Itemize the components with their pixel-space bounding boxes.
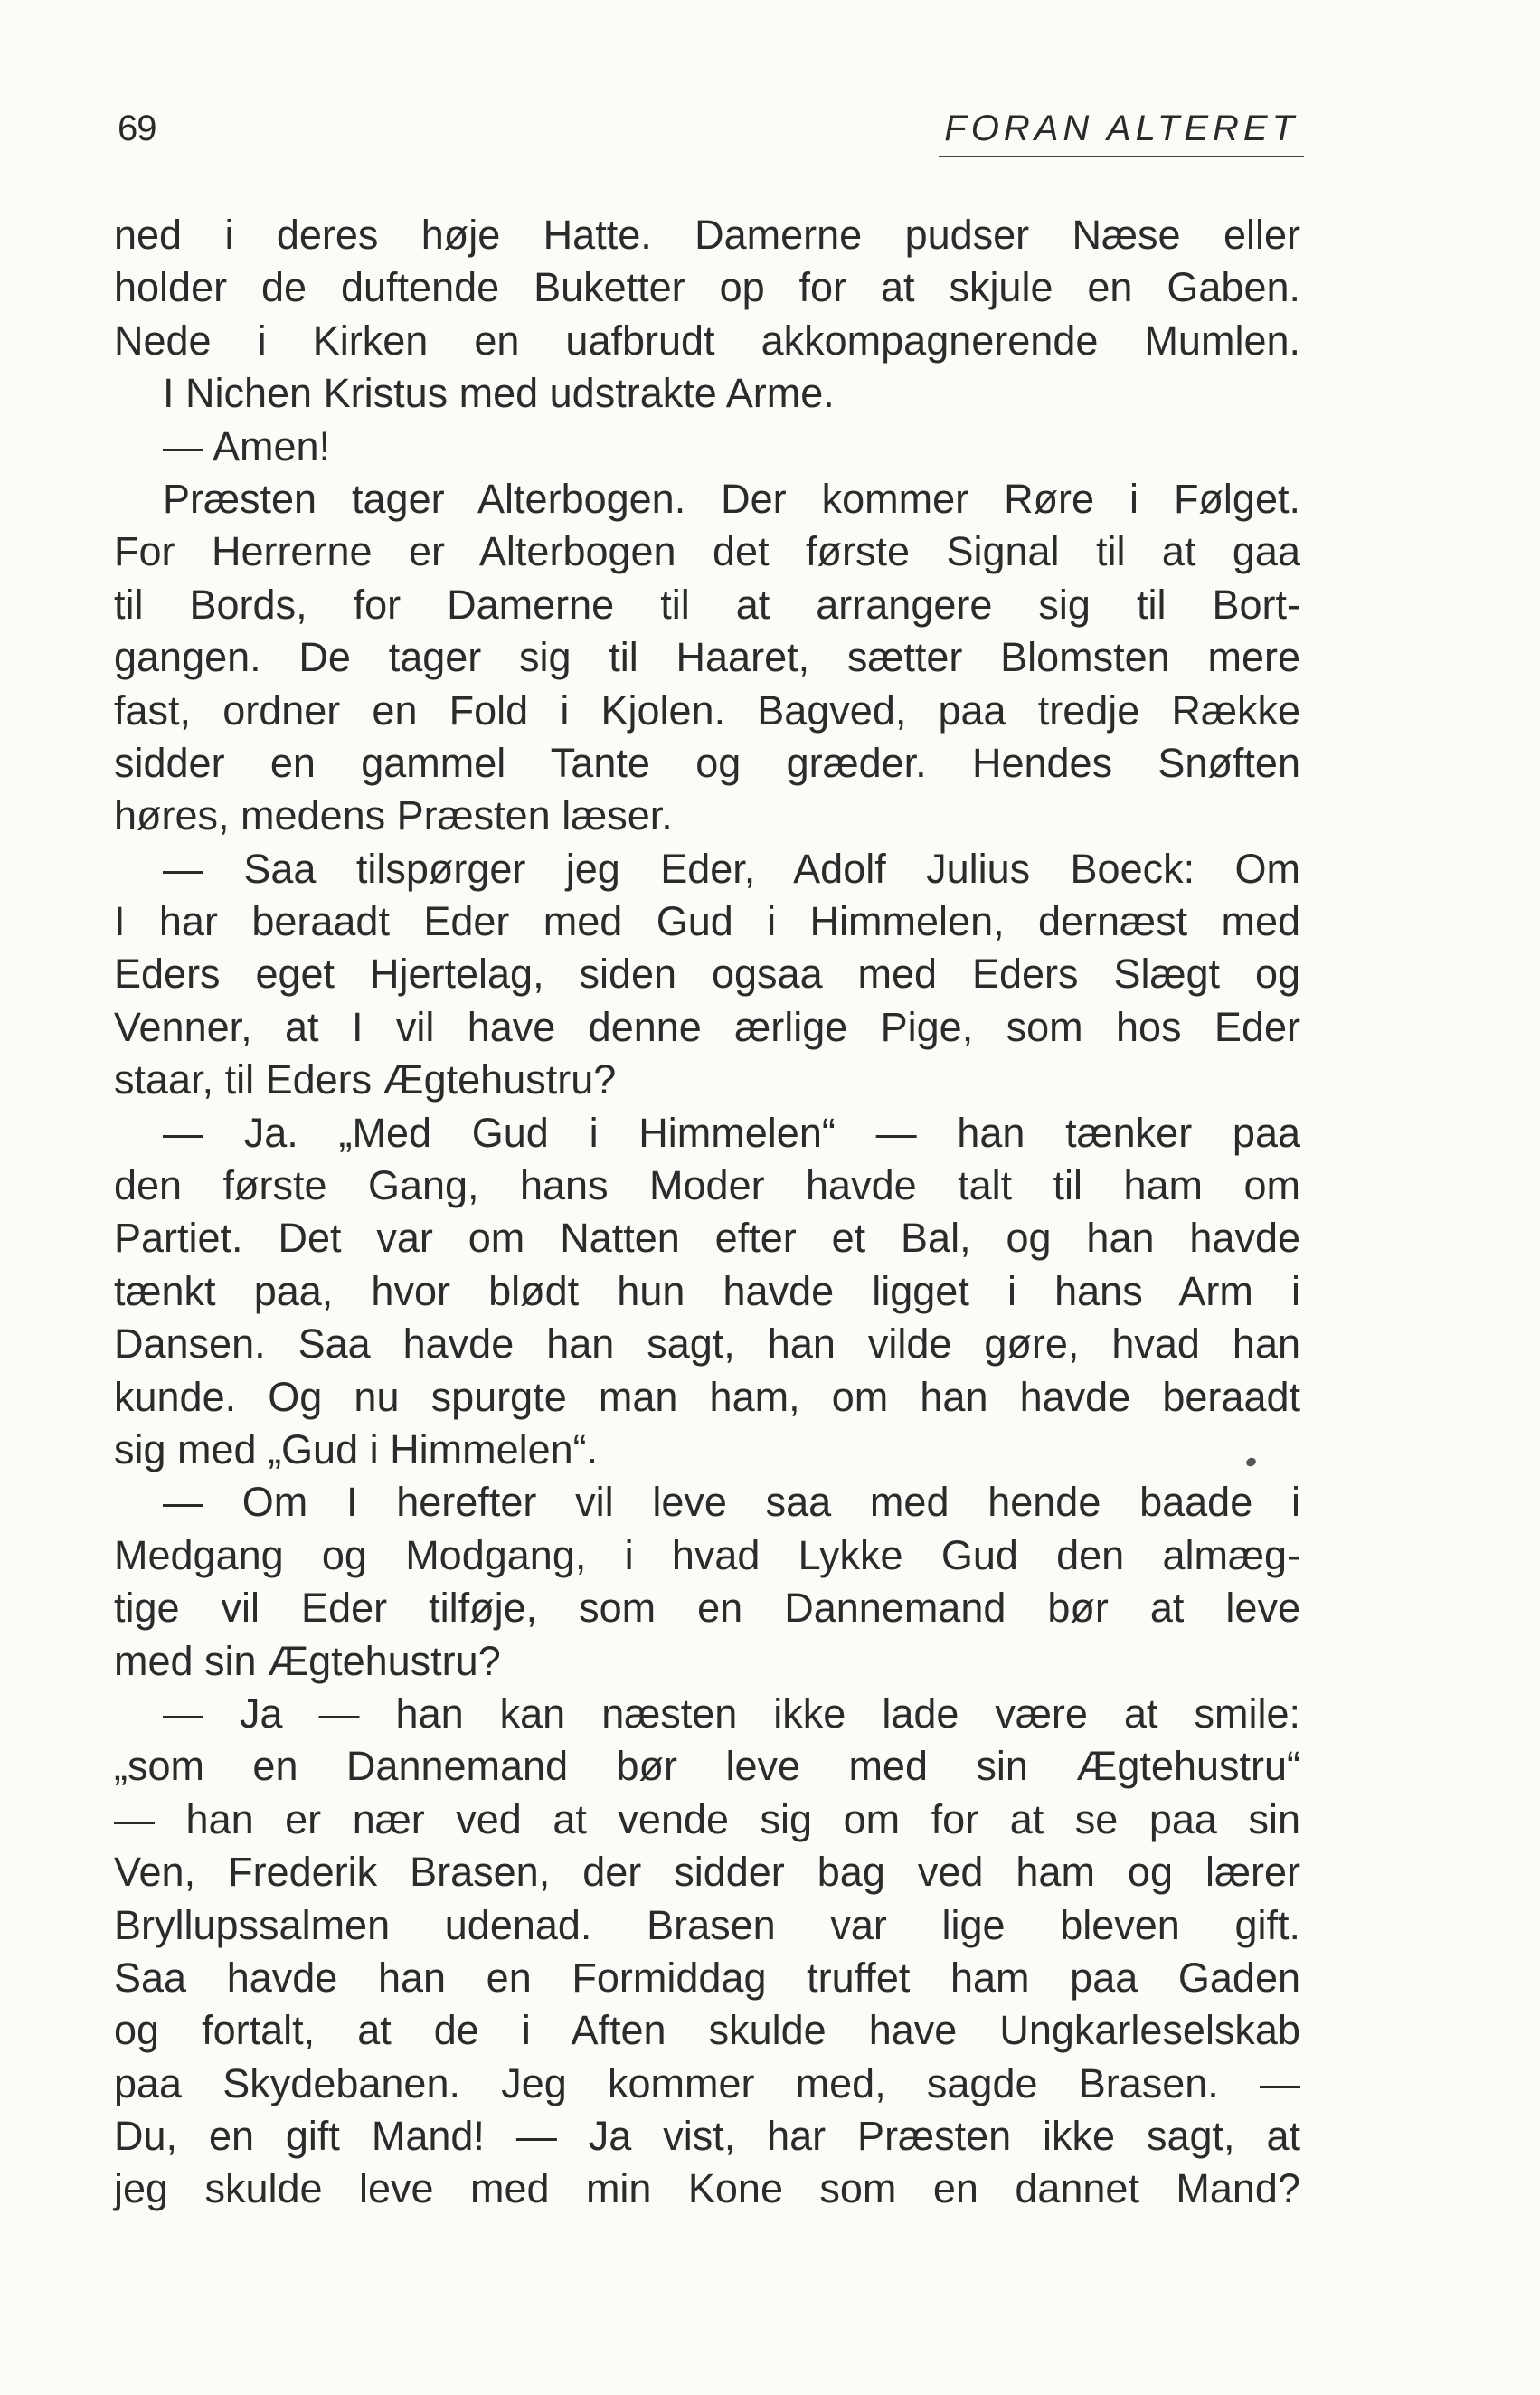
text-line: — Amen! [163, 422, 331, 469]
text-line: Eders eget Hjertelag, siden ogsaa med Eders Slægt og [114, 951, 1300, 998]
text-line: — Ja. „Med Gud i Himmelen“ — han tænker paa [163, 1109, 1300, 1156]
text-line: I har beraadt Eder med Gud i Himmelen, dernæst med [114, 898, 1300, 945]
running-title: FORAN ALTERET [939, 101, 1304, 157]
text-line: Præsten tager Alterbogen. Der kommer Røre i Følget. [163, 475, 1300, 522]
text-line: sig med „Gud i Himmelen“. [114, 1425, 599, 1472]
text-line: Dansen. Saa havde han sagt, han vilde gøre, hvad han [114, 1321, 1300, 1368]
text-line: Partiet. Det var om Natten efter et Bal, og han havde [114, 1215, 1300, 1262]
text-line: — Om I herefter vil leve saa med hende baade i [163, 1479, 1300, 1526]
text-line: holder de duftende Buketter op for at skjule en Gaben. [114, 264, 1300, 311]
text-line: „som en Dannemand bør leve med sin Ægtehustru“ [114, 1743, 1300, 1790]
page-header [118, 101, 1304, 156]
text-line: fast, ordner en Fold i Kjolen. Bagved, paa tredje Række [114, 686, 1300, 734]
text-line: Venner, at I vil have denne ærlige Pige, som hos Eder [114, 1003, 1300, 1050]
text-line: høres, medens Præsten læser. [114, 792, 673, 839]
text-line: For Herrerne er Alterbogen det første Signal til at gaa [114, 528, 1300, 575]
text-line: jeg skulde leve med min Kone som en dannet Mand? [114, 2165, 1300, 2212]
text-line: Du, en gift Mand! — Ja vist, har Præsten ikke sagt, at [114, 2113, 1300, 2160]
text-line: den første Gang, hans Moder havde talt til ham om [114, 1162, 1300, 1209]
text-line: Nede i Kirken en uafbrudt akkompagnerende Mumlen. [114, 317, 1300, 364]
text-line: — Ja — han kan næsten ikke lade være at smile: [163, 1690, 1300, 1737]
text-line: tænkt paa, hvor blødt hun havde ligget i hans Arm i [114, 1267, 1300, 1314]
text-line: tige vil Eder tilføje, som en Dannemand bør at leve [114, 1585, 1300, 1632]
text-line: med sin Ægtehustru? [114, 1637, 501, 1684]
page-number: 69 [118, 109, 156, 148]
text-line: — Saa tilspørger jeg Eder, Adolf Julius Boeck: Om [163, 845, 1300, 892]
text-line: paa Skydebanen. Jeg kommer med, sagde Brasen. — [114, 2059, 1300, 2106]
text-line: staar, til Eders Ægtehustru? [114, 1056, 617, 1103]
text-line: Medgang og Modgang, i hvad Lykke Gud den almæg- [114, 1531, 1300, 1578]
text-line: og fortalt, at de i Aften skulde have Ungkarleselskab [114, 2007, 1300, 2054]
text-line: sidder en gammel Tante og græder. Hendes Snøften [114, 739, 1300, 786]
text-line: ned i deres høje Hatte. Damerne pudser Næse eller [114, 212, 1300, 258]
text-line: Saa havde han en Formiddag truffet ham paa Gaden [114, 1954, 1300, 2001]
text-line: Bryllupssalmen udenad. Brasen var lige bleven gift. [114, 1901, 1300, 1948]
text-line: gangen. De tager sig til Haaret, sætter Blomsten mere [114, 634, 1300, 681]
text-line: til Bords, for Damerne til at arrangere sig til Bort- [114, 581, 1300, 628]
text-line: kunde. Og nu spurgte man ham, om han havde beraadt [114, 1373, 1300, 1420]
body-text [114, 209, 1300, 2216]
text-line: I Nichen Kristus med udstrakte Arme. [163, 370, 835, 417]
text-line: Ven, Frederik Brasen, der sidder bag ved ham og lærer [114, 1849, 1300, 1896]
text-line: — han er nær ved at vende sig om for at se paa sin [114, 1795, 1300, 1842]
